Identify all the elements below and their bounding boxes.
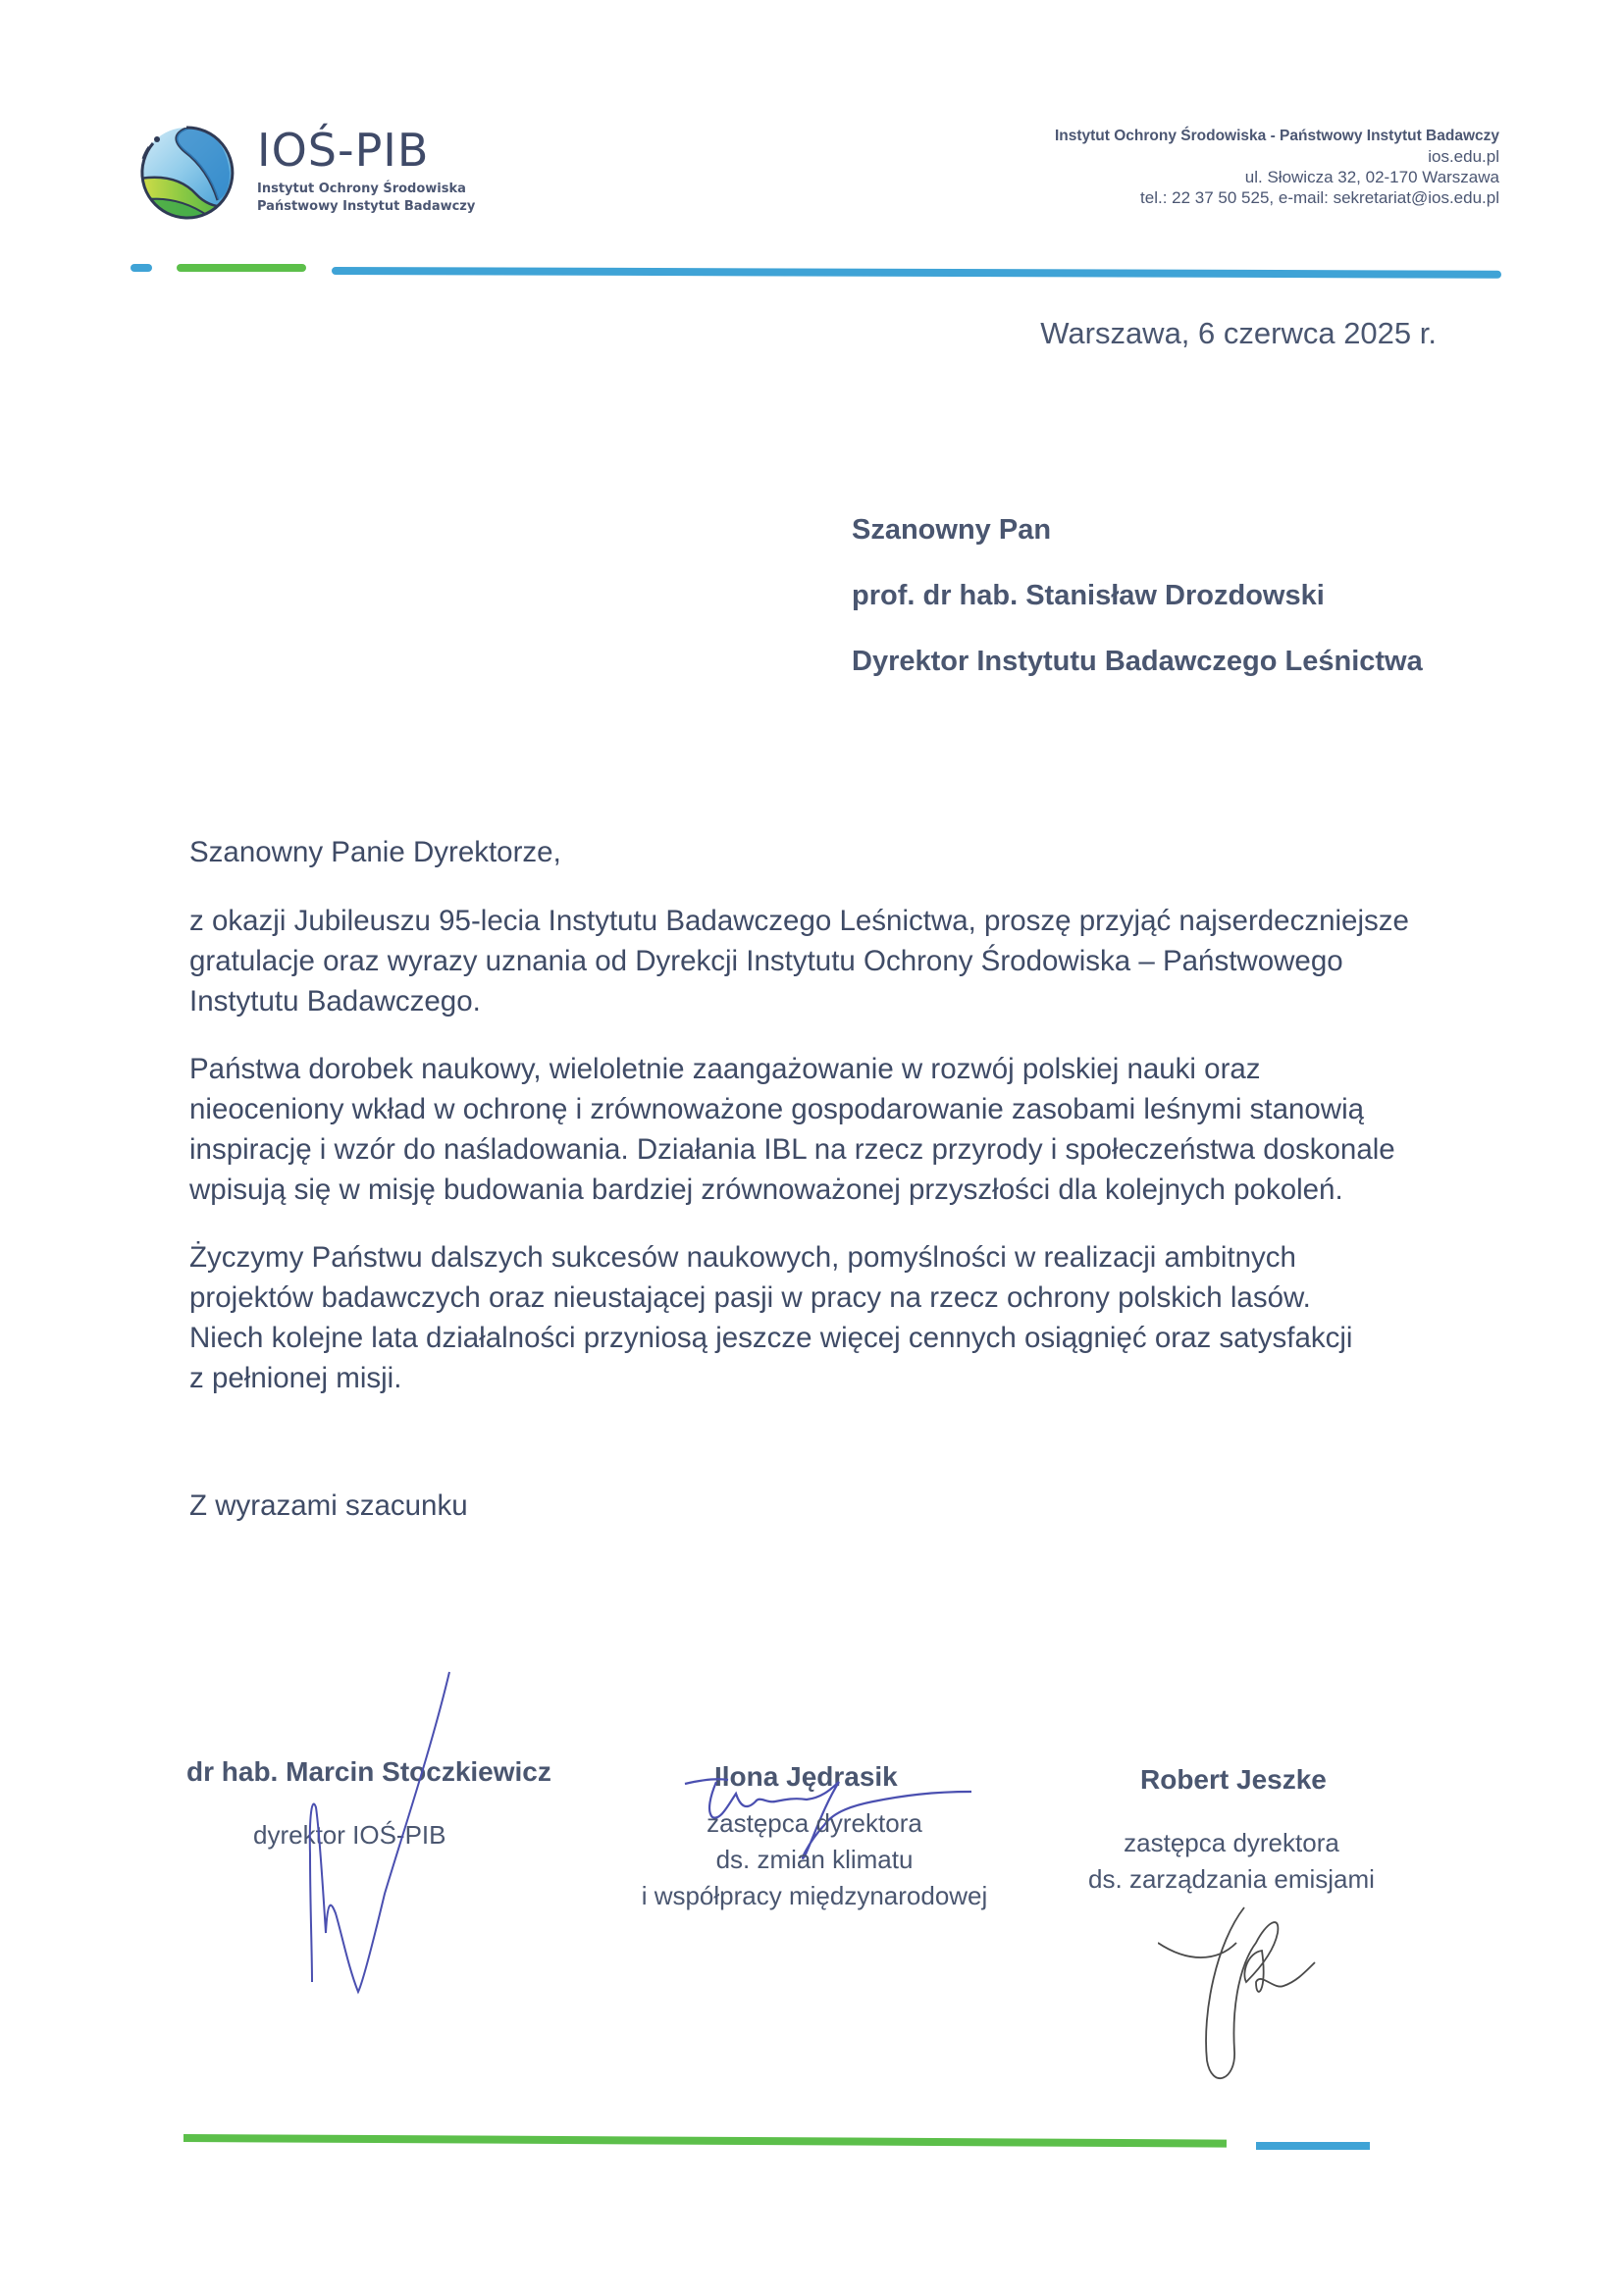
signatory-1-name: dr hab. Marcin Stoczkiewicz <box>186 1756 551 1787</box>
logo-subtitle-line2: Państwowy Instytut Badawczy <box>257 199 476 214</box>
addressee-block <box>852 510 1423 707</box>
header-divider-green <box>177 264 306 272</box>
paragraph-line: projektów badawczych oraz nieustającej pasji w pracy na rzecz ochrony polskich lasów. <box>189 1281 1311 1314</box>
header-street: ul. Słowicza 32, 02-170 Warszawa <box>1244 168 1499 186</box>
paragraph-line: Państwa dorobek naukowy, wieloletnie zaangażowanie w rozwój polskiej nauki oraz <box>189 1053 1261 1085</box>
paragraph-line: Życzymy Państwu dalszych sukcesów naukowych, pomyślności w realizacji ambitnych <box>189 1241 1296 1274</box>
signatory-role-line: zastępca dyrektora <box>1124 1828 1339 1857</box>
signatory-role-line: ds. zarządzania emisjami <box>1088 1864 1375 1894</box>
footer-divider-green <box>183 2134 1227 2148</box>
signatory-3-name: Robert Jeszke <box>1140 1764 1327 1795</box>
ios-pib-logo-icon <box>128 116 237 226</box>
logo-subtitle-line1: Instytut Ochrony Środowiska <box>257 182 466 196</box>
handwritten-signature-icon <box>1158 1884 1335 2090</box>
header-organization: Instytut Ochrony Środowiska - Państwowy Instytut Badawczy <box>1054 128 1499 144</box>
place-date: Warszawa, 6 czerwca 2025 r. <box>1040 316 1437 350</box>
paragraph-line: wpisują się w misję budowania bardziej zrównoważonej przyszłości dla kolejnych pokoleń. <box>189 1174 1343 1206</box>
addressee-title: Dyrektor Instytutu Badawczego Leśnictwa <box>852 646 1423 677</box>
paragraph-3 <box>189 1237 1465 1398</box>
footer-divider-blue <box>1256 2142 1370 2150</box>
addressee-name: prof. dr hab. Stanisław Drozdowski <box>852 580 1325 611</box>
signatory-2-role <box>589 1805 1040 1914</box>
header-divider-blue <box>332 267 1501 279</box>
signatory-2-name: Ilona Jędrasik <box>714 1761 898 1792</box>
salutation: Szanowny Panie Dyrektorze, <box>189 836 561 868</box>
closing-phrase: Z wyrazami szacunku <box>189 1489 468 1522</box>
paragraph-line: gratulacje oraz wyrazy uznania od Dyrekcji Instytutu Ochrony Środowiska – Państwowego <box>189 945 1343 977</box>
paragraph-2 <box>189 1049 1465 1210</box>
paragraph-line: z okazji Jubileuszu 95-lecia Instytutu Badawczego Leśnictwa, proszę przyjąć najserdeczniejsze <box>189 905 1409 937</box>
paragraph-1 <box>189 901 1465 1021</box>
paragraph-line: z pełnionej misji. <box>189 1362 402 1394</box>
signatory-3-role <box>1070 1825 1393 1898</box>
signatory-role-line: i współpracy międzynarodowej <box>641 1881 988 1910</box>
signatory-role-line: dyrektor IOŚ-PIB <box>253 1820 446 1850</box>
header-contact[interactable]: tel.: 22 37 50 525, e-mail: sekretariat@ios.edu.pl <box>1140 188 1499 207</box>
logo-wordmark <box>257 124 476 216</box>
header-address <box>1055 126 1499 208</box>
header-divider-dot <box>131 264 152 272</box>
paragraph-line: Niech kolejne lata działalności przyniosą jeszcze więcej cennych osiągnięć oraz satysfakcji <box>189 1322 1353 1354</box>
signatory-role-line: ds. zmian klimatu <box>715 1845 914 1874</box>
signatory-1-role <box>253 1817 446 1853</box>
letter-body <box>189 832 1465 1426</box>
paragraph-line: nieoceniony wkład w ochronę i zrównoważone gospodarowanie zasobami leśnymi stanowią <box>189 1093 1365 1125</box>
signatory-role-line: zastępca dyrektora <box>707 1808 922 1838</box>
header-website[interactable]: ios.edu.pl <box>1428 147 1499 166</box>
paragraph-line: inspirację i wzór do naśladowania. Działania IBL na rzecz przyrody i społeczeństwa doskonale <box>189 1133 1395 1166</box>
logo-title: IOŚ-PIB <box>257 124 430 177</box>
paragraph-line: Instytutu Badawczego. <box>189 985 481 1018</box>
addressee-line1: Szanowny Pan <box>852 514 1052 546</box>
